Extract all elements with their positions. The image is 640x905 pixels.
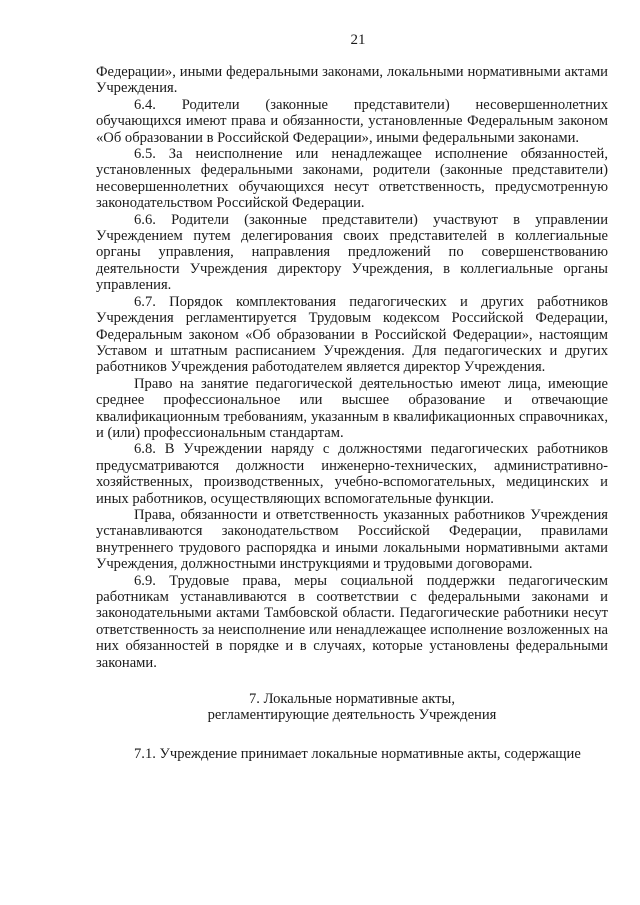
paragraph-6-5: 6.5. За неисполнение или ненадлежащее исполнение обязанностей, установленных федеральными законами, родители (законные представители) несовершеннолетних обучающихся несут ответственность, предусмотренную законодательством Российской Федерации. (96, 146, 608, 212)
paragraph-6-8-rights: Права, обязанности и ответственность указанных работников Учреждения устанавливаются законодательством Российской Федерации, правилами внутреннего трудового распорядка и иными локальными нормативными актами Учреждения, должностными инструкциями и трудовыми договорами. (96, 506, 608, 573)
section-heading-line-1: 7. Локальные нормативные акты, (248, 691, 456, 708)
paragraph-6-7-qualification: Право на занятие педагогической деятельностью имеют лица, имеющие среднее профессиональное или высшее образование и отвечающие квалификационным требованиям, указанным в квалификационных справочниках, и (или) профессиональным стандартам. (96, 375, 608, 441)
page-number: 21 (350, 32, 366, 48)
paragraph-6-6: 6.6. Родители (законные представители) участвуют в управлении Учреждением путем делегирования своих представителей в коллегиальные органы управления, направления предложений по совершенствованию деятельности Учреждения директору Учреждения, в коллегиальные органы управления. (96, 211, 608, 294)
document-page (96, 32, 608, 762)
paragraph-6-9: 6.9. Трудовые права, меры социальной поддержки педагогическим работникам устанавливаются в соответствии с федеральными законами и законодательными актами Тамбовской области. Педагогические работники несут ответственность за неисполнение или ненадлежащее исполнение возложенных на них обязанностей в порядке и в случаях, которые установлены федеральными законами. (96, 572, 608, 671)
paragraph-7-1: 7.1. Учреждение принимает локальные нормативные акты, содержащие (134, 745, 581, 762)
section-heading-line-2: регламентирующие деятельность Учреждения (207, 707, 497, 724)
paragraph-6-4: 6.4. Родители (законные представители) несовершеннолетних обучающихся имеют права и обязанности, установленные Федеральным законом «Об образовании в Российской Федерации», иными федеральными законами. (96, 96, 608, 146)
paragraph-6-8: 6.8. В Учреждении наряду с должностями педагогических работников предусматриваются должности инженерно-технических, административно-хозяйственных, производственных, учебно-вспомогательных, медицинских и иных работников, осуществляющих вспомогательные функции. (96, 441, 608, 507)
paragraph-continuation: Федерации», иными федеральными законами, локальными нормативными актами Учреждения. (96, 64, 608, 97)
section-heading-7 (96, 691, 608, 724)
paragraph-6-7: 6.7. Порядок комплектования педагогических и других работников Учреждения регламентируется Трудовым кодексом Российской Федерации, Федеральным законом «Об образовании в Российской Федерации», настоящим Уставом и штатным расписанием Учреждения. Для педагогических и других работников Учреждения работодателем является директор Учреждения. (96, 293, 608, 376)
